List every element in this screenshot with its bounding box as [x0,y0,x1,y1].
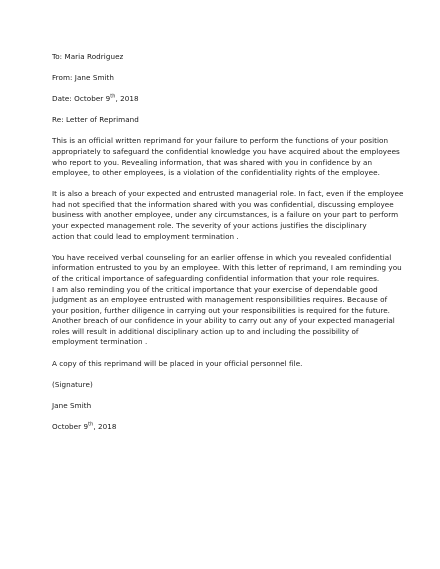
signer-name: Jane Smith [52,400,92,410]
recipient-line: To: Maria Rodriguez [52,52,124,61]
reprimand-letter [52,52,404,443]
date-line: Date: October 9th, 2018 [52,93,139,104]
closing-date: October 9th, 2018 [52,421,117,431]
subject-line: Re: Letter of Reprimand [52,115,139,125]
body-paragraph-4: A copy of this reprimand will be placed in your official personnel file. [52,358,303,368]
signature-placeholder: (Signature) [52,379,93,389]
body-paragraph-2: It is also a breach of your expected and entrusted managerial role. In fact, even if the employee had not specified that the information shared with you was confidential, discussing employee business with another employee, under any circumstances, is a failure on your part to perform your expected management role. The severity of your actions justifies the disciplinary action that could lead to employment termination . [52,189,404,241]
body-paragraph-1: This is an official written reprimand for your failure to perform the functions of your position appropriately to safeguard the confidential knowledge you have acquired about the employees who report to you. Revealing information, that was shared with you in confidence by an employee, to other employees, is a violation of the confidentiality rights of the employee. [52,136,400,178]
sender-line: From: Jane Smith [52,73,115,83]
body-paragraph-3: You have received verbal counseling for an earlier offense in which you revealed confidential information entrusted to you by an employee. With this letter of reprimand, I am reminding you of the critical importance of safeguarding confidential information that your role requires. I am also reminding you of the critical importance that your exercise of dependable good judgment as an employee entrusted with management responsibilities requires. Because of your position, further diligence in carrying out your responsibilities is required for the future. Another breach of our confidence in your ability to carry out any of your expected managerial roles will result in additional disciplinary action up to and including the possibility of employment termination . [52,252,402,347]
